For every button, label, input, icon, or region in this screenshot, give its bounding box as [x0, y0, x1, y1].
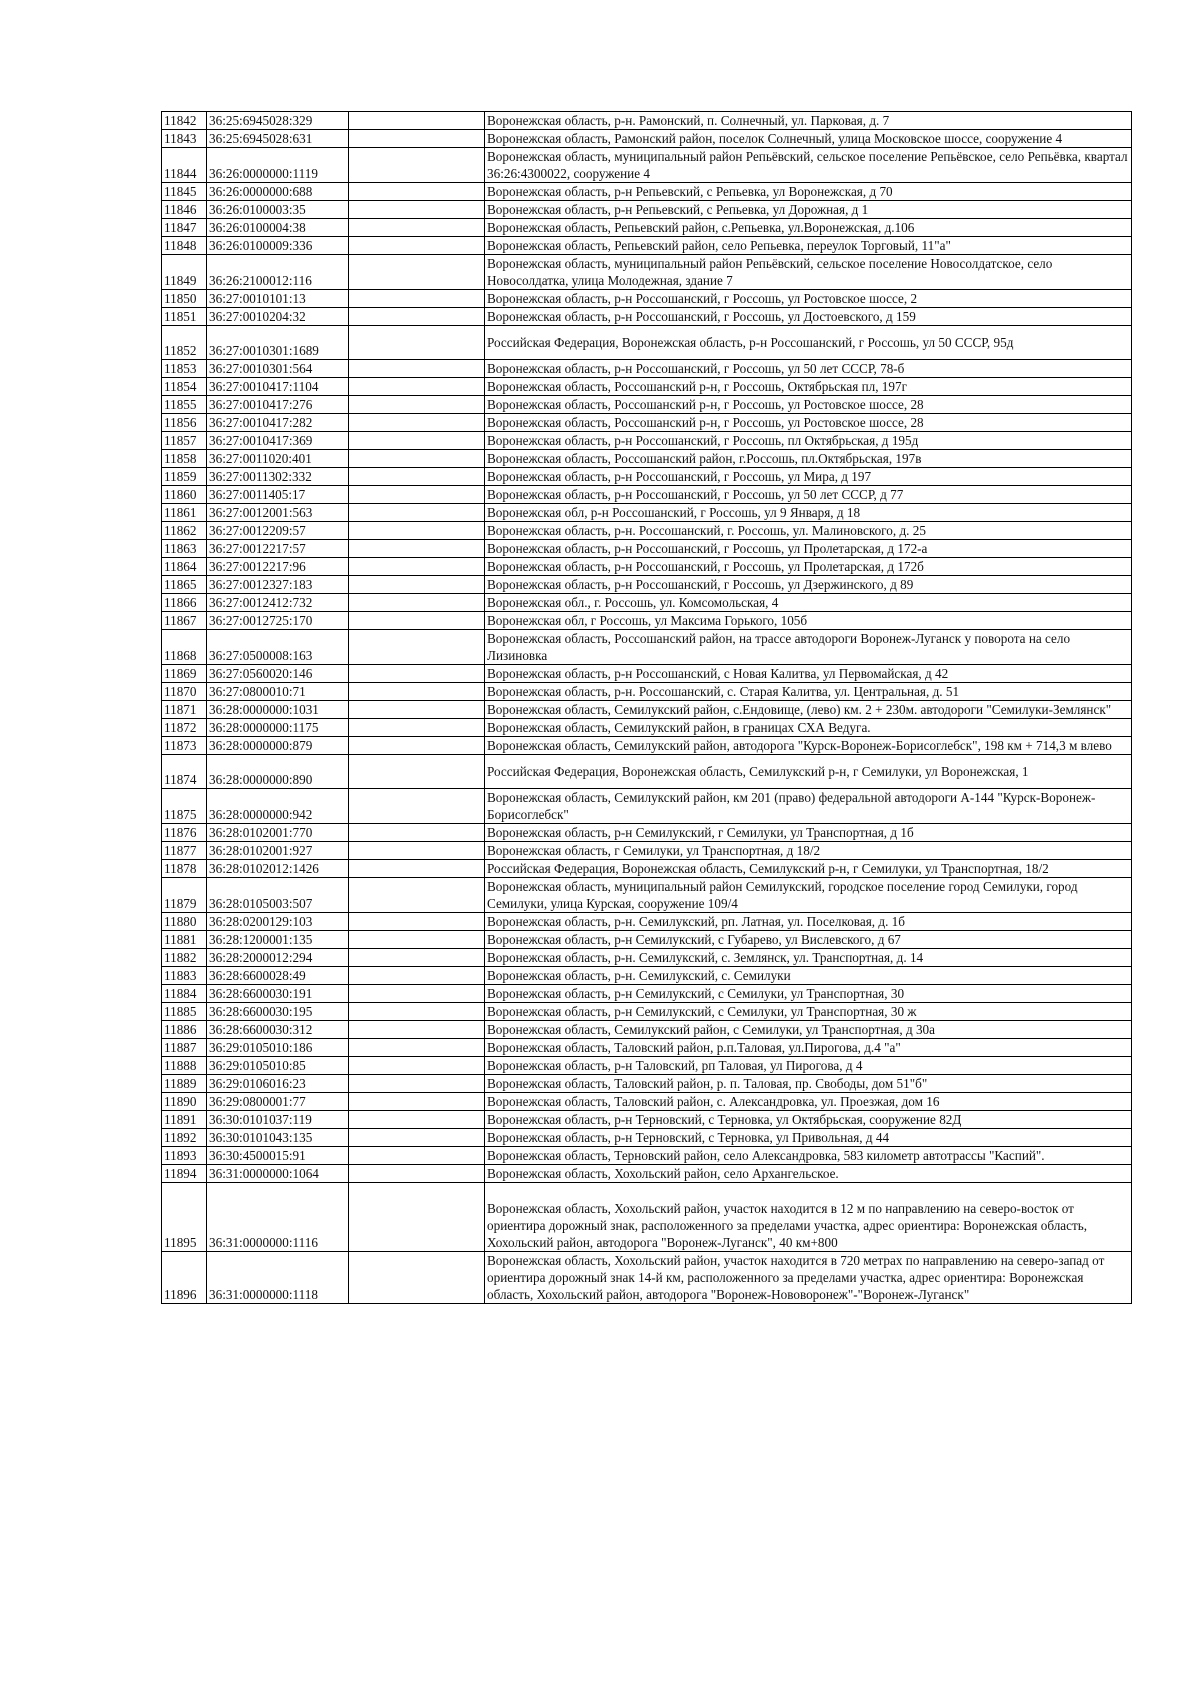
table-row — [162, 719, 1132, 737]
cadastral-number: 36:27:0012725:170 — [207, 612, 349, 630]
table-row — [162, 396, 1132, 414]
address-cell: Воронежская область, Рамонский район, поселок Солнечный, улица Московское шоссе, сооружение 4 — [485, 130, 1132, 148]
row-number: 11889 — [162, 1075, 207, 1093]
cadastral-number: 36:29:0106016:23 — [207, 1075, 349, 1093]
table-row — [162, 1093, 1132, 1111]
table-row — [162, 522, 1132, 540]
empty-cell — [349, 931, 485, 949]
row-number: 11863 — [162, 540, 207, 558]
cadastral-number: 36:28:0200129:103 — [207, 913, 349, 931]
address-cell: Воронежская область, р-н Россошанский, г Россошь, ул 50 лет СССР, 78-б — [485, 360, 1132, 378]
cadastral-number: 36:28:0105003:507 — [207, 878, 349, 913]
empty-cell — [349, 1183, 485, 1252]
row-number: 11864 — [162, 558, 207, 576]
row-number: 11881 — [162, 931, 207, 949]
cadastral-number: 36:26:0100004:38 — [207, 219, 349, 237]
address-cell: Воронежская область, Репьевский район, с.Репьевка, ул.Воронежская, д.106 — [485, 219, 1132, 237]
address-cell: Воронежская область, Семилукский район, км 201 (право) федеральной автодороги А-144 "Курск-Воронеж-Борисоглебск" — [485, 789, 1132, 824]
address-cell: Воронежская область, муниципальный район Семилукский, городское поселение город Семилуки, город Семилуки, улица Курская, сооружение 109/4 — [485, 878, 1132, 913]
empty-cell — [349, 183, 485, 201]
cadastral-number: 36:31:0000000:1064 — [207, 1165, 349, 1183]
empty-cell — [349, 130, 485, 148]
empty-cell — [349, 1039, 485, 1057]
row-number: 11862 — [162, 522, 207, 540]
cadastral-number: 36:25:6945028:329 — [207, 112, 349, 130]
table-row — [162, 414, 1132, 432]
address-cell: Воронежская область, р-н Таловский, рп Таловая, ул Пирогова, д 4 — [485, 1057, 1132, 1075]
row-number: 11850 — [162, 290, 207, 308]
cadastral-number: 36:28:0000000:1031 — [207, 701, 349, 719]
cadastral-number: 36:28:0102001:770 — [207, 824, 349, 842]
table-row — [162, 931, 1132, 949]
cadastral-number: 36:26:0000000:1119 — [207, 148, 349, 183]
row-number: 11883 — [162, 967, 207, 985]
row-number: 11849 — [162, 255, 207, 290]
address-cell: Воронежская область, Таловский район, с. Александровка, ул. Проезжая, дом 16 — [485, 1093, 1132, 1111]
table-row — [162, 1165, 1132, 1183]
empty-cell — [349, 949, 485, 967]
empty-cell — [349, 237, 485, 255]
address-cell: Воронежская область, Семилукский район, с.Ендовище, (лево) км. 2 + 230м. автодороги "Семилуки-Землянск" — [485, 701, 1132, 719]
address-cell: Воронежская область, р-н Репьевский, с Репьевка, ул Воронежская, д 70 — [485, 183, 1132, 201]
cadastral-number: 36:27:0010417:1104 — [207, 378, 349, 396]
row-number: 11852 — [162, 326, 207, 360]
address-cell: Воронежская область, муниципальный район Репьёвский, сельское поселение Новосолдатское, село Новосолдатка, улица Молодежная, здание 7 — [485, 255, 1132, 290]
table-row — [162, 1183, 1132, 1252]
cadastral-number: 36:28:0000000:1175 — [207, 719, 349, 737]
cadastral-number: 36:29:0105010:85 — [207, 1057, 349, 1075]
address-cell: Воронежская область, р-н. Семилукский, с. Семилуки — [485, 967, 1132, 985]
cadastral-number: 36:27:0011302:332 — [207, 468, 349, 486]
row-number: 11871 — [162, 701, 207, 719]
row-number: 11877 — [162, 842, 207, 860]
row-number: 11854 — [162, 378, 207, 396]
cadastral-number: 36:27:0500008:163 — [207, 630, 349, 665]
cadastral-number: 36:30:0101043:135 — [207, 1129, 349, 1147]
row-number: 11874 — [162, 755, 207, 789]
address-cell: Воронежская область, р-н Семилукский, с Семилуки, ул Транспортная, 30 ж — [485, 1003, 1132, 1021]
table-row — [162, 842, 1132, 860]
row-number: 11885 — [162, 1003, 207, 1021]
table-row — [162, 1057, 1132, 1075]
address-cell: Воронежская область, Семилукский район, с Семилуки, ул Транспортная, д 30а — [485, 1021, 1132, 1039]
empty-cell — [349, 290, 485, 308]
table-row — [162, 255, 1132, 290]
row-number: 11860 — [162, 486, 207, 504]
row-number: 11896 — [162, 1252, 207, 1304]
row-number: 11870 — [162, 683, 207, 701]
empty-cell — [349, 737, 485, 755]
row-number: 11844 — [162, 148, 207, 183]
row-number: 11867 — [162, 612, 207, 630]
cadastral-number: 36:28:6600030:312 — [207, 1021, 349, 1039]
address-cell: Воронежская область, р-н Россошанский, г Россошь, ул Пролетарская, д 172-а — [485, 540, 1132, 558]
cadastral-number: 36:26:0100009:336 — [207, 237, 349, 255]
table-row — [162, 1252, 1132, 1304]
row-number: 11895 — [162, 1183, 207, 1252]
empty-cell — [349, 112, 485, 130]
address-cell: Воронежская область, Россошанский р-н, г Россошь, ул Ростовское шоссе, 28 — [485, 396, 1132, 414]
empty-cell — [349, 1093, 485, 1111]
row-number: 11894 — [162, 1165, 207, 1183]
cadastral-number: 36:27:0010101:13 — [207, 290, 349, 308]
row-number: 11876 — [162, 824, 207, 842]
empty-cell — [349, 558, 485, 576]
cadastral-number: 36:28:0000000:942 — [207, 789, 349, 824]
cadastral-number: 36:27:0010417:276 — [207, 396, 349, 414]
cadastral-number: 36:27:0010301:1689 — [207, 326, 349, 360]
address-cell: Воронежская область, р-н. Рамонский, п. Солнечный, ул. Парковая, д. 7 — [485, 112, 1132, 130]
table-row — [162, 326, 1132, 360]
row-number: 11891 — [162, 1111, 207, 1129]
table-row — [162, 576, 1132, 594]
empty-cell — [349, 755, 485, 789]
row-number: 11869 — [162, 665, 207, 683]
table-row — [162, 824, 1132, 842]
empty-cell — [349, 683, 485, 701]
row-number: 11893 — [162, 1147, 207, 1165]
row-number: 11853 — [162, 360, 207, 378]
table-row — [162, 949, 1132, 967]
address-cell: Воронежская область, р-н Россошанский, г Россошь, ул Ростовское шоссе, 2 — [485, 290, 1132, 308]
row-number: 11890 — [162, 1093, 207, 1111]
empty-cell — [349, 913, 485, 931]
empty-cell — [349, 665, 485, 683]
empty-cell — [349, 860, 485, 878]
address-cell: Воронежская область, р-н. Россошанский, г. Россошь, ул. Малиновского, д. 25 — [485, 522, 1132, 540]
table-row — [162, 1111, 1132, 1129]
table-row — [162, 1129, 1132, 1147]
empty-cell — [349, 824, 485, 842]
cadastral-number: 36:28:6600030:191 — [207, 985, 349, 1003]
table-row — [162, 201, 1132, 219]
registry-table-body — [162, 112, 1132, 1304]
table-row — [162, 504, 1132, 522]
table-row — [162, 985, 1132, 1003]
address-cell: Воронежская область, Терновский район, село Александровка, 583 километр автотрассы "Каспий". — [485, 1147, 1132, 1165]
empty-cell — [349, 360, 485, 378]
address-cell: Российская Федерация, Воронежская область, Семилукский р-н, г Семилуки, ул Транспортная, 18/2 — [485, 860, 1132, 878]
table-row — [162, 1075, 1132, 1093]
table-row — [162, 967, 1132, 985]
table-row — [162, 683, 1132, 701]
row-number: 11884 — [162, 985, 207, 1003]
cadastral-number: 36:25:6945028:631 — [207, 130, 349, 148]
row-number: 11886 — [162, 1021, 207, 1039]
empty-cell — [349, 540, 485, 558]
empty-cell — [349, 789, 485, 824]
table-row — [162, 558, 1132, 576]
table-row — [162, 432, 1132, 450]
row-number: 11878 — [162, 860, 207, 878]
row-number: 11888 — [162, 1057, 207, 1075]
cadastral-number: 36:27:0012209:57 — [207, 522, 349, 540]
address-cell: Воронежская область, р-н Россошанский, с Новая Калитва, ул Первомайская, д 42 — [485, 665, 1132, 683]
address-cell: Воронежская область, р-н Россошанский, г Россошь, ул Пролетарская, д 172б — [485, 558, 1132, 576]
cadastral-number: 36:26:0000000:688 — [207, 183, 349, 201]
table-row — [162, 701, 1132, 719]
address-cell: Воронежская область, р-н Россошанский, г Россошь, ул Дзержинского, д 89 — [485, 576, 1132, 594]
empty-cell — [349, 985, 485, 1003]
cadastral-number: 36:28:0000000:890 — [207, 755, 349, 789]
empty-cell — [349, 308, 485, 326]
row-number: 11892 — [162, 1129, 207, 1147]
address-cell: Воронежская область, р-н Семилукский, с Губарево, ул Вислевского, д 67 — [485, 931, 1132, 949]
empty-cell — [349, 468, 485, 486]
row-number: 11845 — [162, 183, 207, 201]
cadastral-number: 36:31:0000000:1118 — [207, 1252, 349, 1304]
address-cell: Воронежская область, Таловский район, р. п. Таловая, пр. Свободы, дом 51"б" — [485, 1075, 1132, 1093]
address-cell: Воронежская область, р-н Семилукский, г Семилуки, ул Транспортная, д 1б — [485, 824, 1132, 842]
table-row — [162, 148, 1132, 183]
empty-cell — [349, 504, 485, 522]
table-row — [162, 219, 1132, 237]
row-number: 11843 — [162, 130, 207, 148]
address-cell: Воронежская область, г Семилуки, ул Транспортная, д 18/2 — [485, 842, 1132, 860]
address-cell: Воронежская область, р-н Терновский, с Терновка, ул Октябрьская, сооружение 82Д — [485, 1111, 1132, 1129]
address-cell: Воронежская область, р-н Терновский, с Терновка, ул Привольная, д 44 — [485, 1129, 1132, 1147]
address-cell: Воронежская обл, р-н Россошанский, г Россошь, ул 9 Января, д 18 — [485, 504, 1132, 522]
address-cell: Воронежская область, р-н. Семилукский, рп. Латная, ул. Поселковая, д. 1б — [485, 913, 1132, 931]
table-row — [162, 594, 1132, 612]
table-row — [162, 1003, 1132, 1021]
table-row — [162, 1147, 1132, 1165]
address-cell: Воронежская область, р-н Репьевский, с Репьевка, ул Дорожная, д 1 — [485, 201, 1132, 219]
row-number: 11875 — [162, 789, 207, 824]
row-number: 11851 — [162, 308, 207, 326]
table-row — [162, 755, 1132, 789]
cadastral-number: 36:28:0102012:1426 — [207, 860, 349, 878]
cadastral-number: 36:28:6600030:195 — [207, 1003, 349, 1021]
empty-cell — [349, 842, 485, 860]
address-cell: Воронежская область, Хохольский район, участок находится в 720 метрах по направлению на северо-запад от ориентира дорожный знак 14-й км, расположенного за пределами участка, адрес ориентира: Воронежская область, Хохольский район, автодорога "Воронеж-Нововоронеж"-"Воронеж-Луганск" — [485, 1252, 1132, 1304]
table-row — [162, 486, 1132, 504]
address-cell: Воронежская область, р-н. Семилукский, с. Землянск, ул. Транспортная, д. 14 — [485, 949, 1132, 967]
empty-cell — [349, 378, 485, 396]
table-row — [162, 183, 1132, 201]
cadastral-number: 36:27:0012327:183 — [207, 576, 349, 594]
empty-cell — [349, 1165, 485, 1183]
row-number: 11846 — [162, 201, 207, 219]
row-number: 11873 — [162, 737, 207, 755]
row-number: 11865 — [162, 576, 207, 594]
cadastral-number: 36:27:0012217:57 — [207, 540, 349, 558]
table-row — [162, 860, 1132, 878]
table-row — [162, 130, 1132, 148]
row-number: 11872 — [162, 719, 207, 737]
table-row — [162, 1039, 1132, 1057]
address-cell: Воронежская область, Хохольский район, село Архангельское. — [485, 1165, 1132, 1183]
table-row — [162, 913, 1132, 931]
empty-cell — [349, 450, 485, 468]
address-cell: Воронежская область, Россошанский р-н, г Россошь, Октябрьская пл, 197г — [485, 378, 1132, 396]
cadastral-number: 36:30:4500015:91 — [207, 1147, 349, 1165]
empty-cell — [349, 396, 485, 414]
row-number: 11858 — [162, 450, 207, 468]
address-cell: Воронежская область, Россошанский район, г.Россошь, пл.Октябрьская, 197в — [485, 450, 1132, 468]
address-cell: Воронежская область, Репьевский район, село Репьевка, переулок Торговый, 11"а" — [485, 237, 1132, 255]
empty-cell — [349, 1057, 485, 1075]
cadastral-number: 36:30:0101037:119 — [207, 1111, 349, 1129]
address-cell: Воронежская область, Россошанский район, на трассе автодороги Воронеж-Луганск у поворота на село Лизиновка — [485, 630, 1132, 665]
address-cell: Воронежская обл, г Россошь, ул Максима Горького, 105б — [485, 612, 1132, 630]
row-number: 11859 — [162, 468, 207, 486]
empty-cell — [349, 219, 485, 237]
table-row — [162, 789, 1132, 824]
table-row — [162, 612, 1132, 630]
row-number: 11887 — [162, 1039, 207, 1057]
cadastral-number: 36:27:0560020:146 — [207, 665, 349, 683]
table-row — [162, 468, 1132, 486]
empty-cell — [349, 522, 485, 540]
empty-cell — [349, 1021, 485, 1039]
address-cell: Российская Федерация, Воронежская область, р-н Россошанский, г Россошь, ул 50 СССР, 95д — [485, 326, 1132, 360]
cadastral-number: 36:28:1200001:135 — [207, 931, 349, 949]
table-row — [162, 878, 1132, 913]
address-cell: Воронежская обл., г. Россошь, ул. Комсомольская, 4 — [485, 594, 1132, 612]
row-number: 11855 — [162, 396, 207, 414]
empty-cell — [349, 414, 485, 432]
cadastral-number: 36:27:0010301:564 — [207, 360, 349, 378]
cadastral-number: 36:27:0012217:96 — [207, 558, 349, 576]
address-cell: Воронежская область, Хохольский район, участок находится в 12 м по направлению на северо-восток от ориентира дорожный знак, расположенного за пределами участка, адрес ориентира: Воронежская область, Хохольский район, автодорога "Воронеж-Луганск", 40 км+800 — [485, 1183, 1132, 1252]
address-cell: Воронежская область, Россошанский р-н, г Россошь, ул Ростовское шоссе, 28 — [485, 414, 1132, 432]
table-row — [162, 665, 1132, 683]
address-cell: Воронежская область, Таловский район, р.п.Таловая, ул.Пирогова, д.4 "а" — [485, 1039, 1132, 1057]
address-cell: Воронежская область, Семилукский район, автодорога "Курск-Воронеж-Борисоглебск", 198 км + 714,3 м влево — [485, 737, 1132, 755]
address-cell: Воронежская область, р-н Россошанский, г Россошь, ул 50 лет СССР, д 77 — [485, 486, 1132, 504]
cadastral-number: 36:27:0010417:282 — [207, 414, 349, 432]
empty-cell — [349, 701, 485, 719]
row-number: 11848 — [162, 237, 207, 255]
cadastral-number: 36:27:0010204:32 — [207, 308, 349, 326]
empty-cell — [349, 148, 485, 183]
empty-cell — [349, 719, 485, 737]
empty-cell — [349, 255, 485, 290]
empty-cell — [349, 576, 485, 594]
empty-cell — [349, 1147, 485, 1165]
cadastral-number: 36:27:0011405:17 — [207, 486, 349, 504]
cadastral-number: 36:26:2100012:116 — [207, 255, 349, 290]
cadastral-number: 36:27:0011020:401 — [207, 450, 349, 468]
empty-cell — [349, 486, 485, 504]
row-number: 11857 — [162, 432, 207, 450]
row-number: 11882 — [162, 949, 207, 967]
cadastral-number: 36:27:0012412:732 — [207, 594, 349, 612]
table-row — [162, 737, 1132, 755]
registry-table — [161, 111, 1132, 1304]
row-number: 11861 — [162, 504, 207, 522]
table-row — [162, 630, 1132, 665]
address-cell: Воронежская область, р-н Россошанский, г Россошь, ул Достоевского, д 159 — [485, 308, 1132, 326]
table-row — [162, 540, 1132, 558]
address-cell: Воронежская область, р-н. Россошанский, с. Старая Калитва, ул. Центральная, д. 51 — [485, 683, 1132, 701]
address-cell: Воронежская область, р-н Россошанский, г Россошь, ул Мира, д 197 — [485, 468, 1132, 486]
cadastral-number: 36:27:0010417:369 — [207, 432, 349, 450]
empty-cell — [349, 1075, 485, 1093]
table-row — [162, 237, 1132, 255]
cadastral-number: 36:29:0800001:77 — [207, 1093, 349, 1111]
cadastral-number: 36:28:0102001:927 — [207, 842, 349, 860]
row-number: 11866 — [162, 594, 207, 612]
row-number: 11856 — [162, 414, 207, 432]
cadastral-number: 36:28:6600028:49 — [207, 967, 349, 985]
address-cell: Российская Федерация, Воронежская область, Семилукский р-н, г Семилуки, ул Воронежская, 1 — [485, 755, 1132, 789]
table-row — [162, 378, 1132, 396]
cadastral-number: 36:27:0800010:71 — [207, 683, 349, 701]
table-row — [162, 360, 1132, 378]
cadastral-number: 36:29:0105010:186 — [207, 1039, 349, 1057]
table-row — [162, 1021, 1132, 1039]
empty-cell — [349, 1111, 485, 1129]
row-number: 11880 — [162, 913, 207, 931]
row-number: 11868 — [162, 630, 207, 665]
cadastral-number: 36:28:2000012:294 — [207, 949, 349, 967]
empty-cell — [349, 1129, 485, 1147]
empty-cell — [349, 967, 485, 985]
cadastral-number: 36:27:0012001:563 — [207, 504, 349, 522]
empty-cell — [349, 326, 485, 360]
cadastral-number: 36:28:0000000:879 — [207, 737, 349, 755]
address-cell: Воронежская область, р-н Россошанский, г Россошь, пл Октябрьская, д 195д — [485, 432, 1132, 450]
empty-cell — [349, 201, 485, 219]
empty-cell — [349, 432, 485, 450]
empty-cell — [349, 1003, 485, 1021]
row-number: 11879 — [162, 878, 207, 913]
table-row — [162, 450, 1132, 468]
table-row — [162, 112, 1132, 130]
empty-cell — [349, 594, 485, 612]
row-number: 11842 — [162, 112, 207, 130]
table-row — [162, 308, 1132, 326]
cadastral-number: 36:26:0100003:35 — [207, 201, 349, 219]
empty-cell — [349, 630, 485, 665]
address-cell: Воронежская область, Семилукский район, в границах СХА Ведуга. — [485, 719, 1132, 737]
address-cell: Воронежская область, р-н Семилукский, с Семилуки, ул Транспортная, 30 — [485, 985, 1132, 1003]
table-row — [162, 290, 1132, 308]
cadastral-number: 36:31:0000000:1116 — [207, 1183, 349, 1252]
empty-cell — [349, 612, 485, 630]
empty-cell — [349, 878, 485, 913]
address-cell: Воронежская область, муниципальный район Репьёвский, сельское поселение Репьёвское, село Репьёвка, квартал 36:26:4300022, сооружение 4 — [485, 148, 1132, 183]
empty-cell — [349, 1252, 485, 1304]
row-number: 11847 — [162, 219, 207, 237]
